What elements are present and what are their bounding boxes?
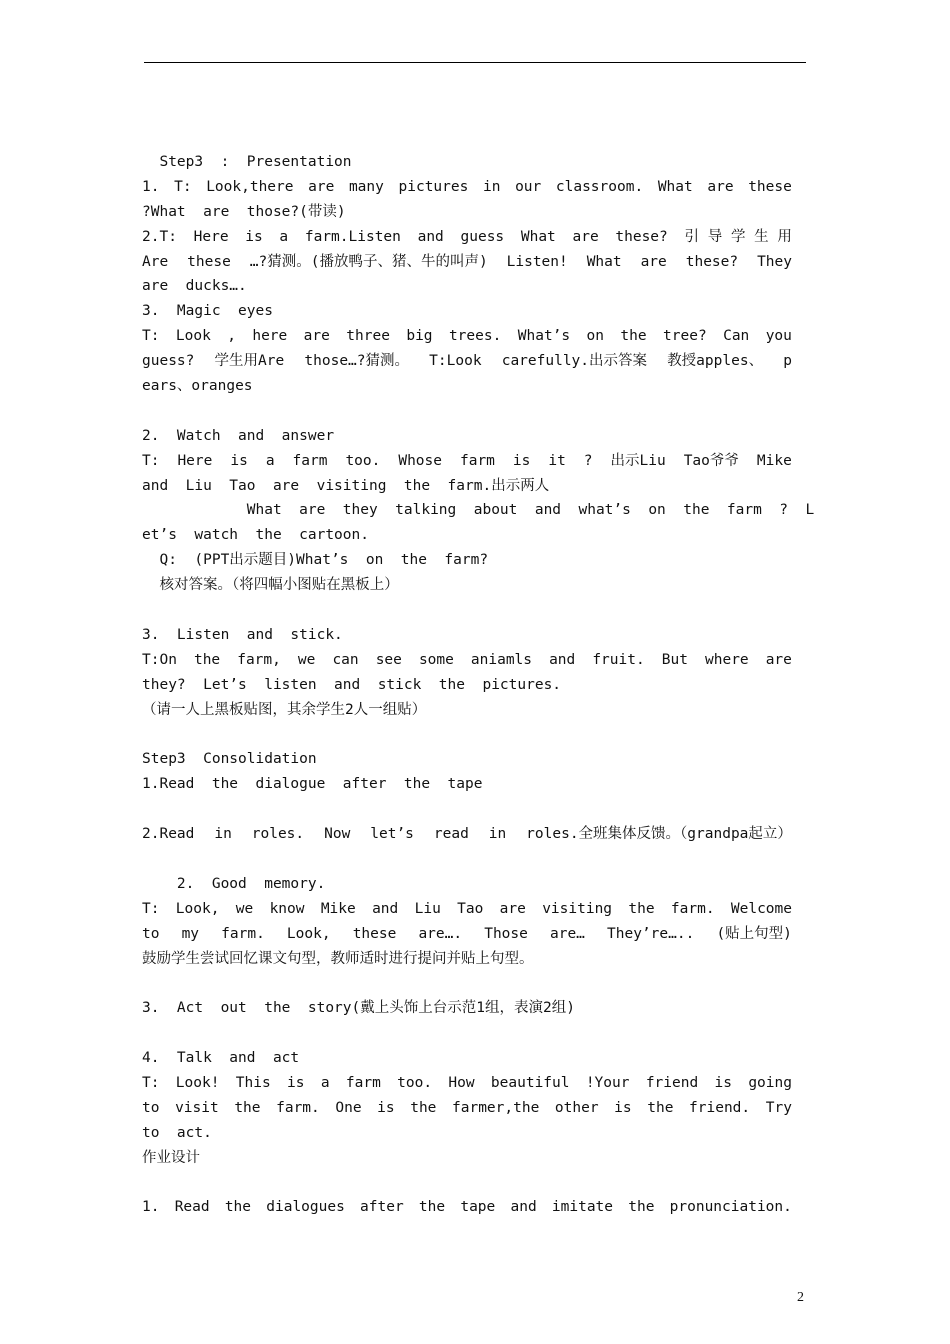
- word: 2.T:: [142, 228, 177, 245]
- word: aniamls: [470, 651, 533, 668]
- word: the: [628, 900, 655, 917]
- word: T:: [142, 452, 160, 469]
- word: T:Look: [429, 353, 482, 370]
- word: Look,: [286, 925, 331, 942]
- word: and: [510, 1199, 537, 1216]
- word: pictures: [398, 178, 469, 195]
- text-line: 作业设计: [142, 1149, 200, 1166]
- text-line: 3. Listen and stick.: [142, 626, 343, 643]
- word: is: [230, 452, 248, 469]
- word: we: [235, 900, 254, 917]
- blank-line: [142, 1021, 792, 1046]
- word: Try: [765, 1099, 792, 1116]
- word: a: [279, 228, 289, 245]
- text-line: [142, 175, 792, 200]
- word: Read: [174, 1199, 210, 1216]
- word: farm.Listen: [304, 228, 401, 245]
- word: 出示Liu: [610, 452, 666, 469]
- word: How: [448, 1074, 475, 1091]
- word: 1.: [142, 178, 160, 195]
- blank-line: [142, 399, 792, 424]
- word: the: [628, 1199, 655, 1216]
- word: roles.全班集体反馈。（grandpa起立）: [526, 826, 792, 843]
- word: Those: [484, 925, 528, 942]
- word: Welcome: [730, 900, 792, 917]
- word: friend: [645, 1074, 699, 1091]
- text-line: （请一人上黑板贴图，其余学生2人一组贴）: [142, 701, 427, 718]
- word: are: [308, 178, 335, 195]
- word: farm: [459, 452, 495, 469]
- word: What: [657, 178, 693, 195]
- blank-line: [142, 722, 792, 747]
- text-line: et’s watch the cartoon.: [142, 527, 369, 544]
- word: 2.Read: [142, 826, 195, 843]
- word: in: [214, 826, 232, 843]
- word: know: [269, 900, 305, 917]
- word: What: [586, 253, 622, 270]
- word: is: [512, 452, 531, 469]
- word: Now: [324, 826, 351, 843]
- blank-line: [142, 797, 792, 822]
- text-line: [142, 250, 792, 275]
- word: imitate: [551, 1199, 614, 1216]
- word: 学生用Are: [214, 353, 285, 370]
- word: One: [335, 1099, 362, 1116]
- blank-line: [142, 1171, 792, 1196]
- blank-line: [142, 598, 792, 623]
- word: are: [640, 253, 667, 270]
- word: and: [417, 228, 444, 245]
- word: these: [748, 178, 792, 195]
- word: these: [187, 253, 231, 270]
- word: the: [234, 1099, 261, 1116]
- text-line: 3. Act out the story(戴上头饰上台示范1组，表演2组): [142, 1000, 575, 1017]
- text-line: [142, 897, 792, 922]
- word: T:: [142, 900, 160, 917]
- word: after: [360, 1199, 404, 1216]
- document-body: [142, 150, 815, 1220]
- word: are….: [418, 925, 463, 942]
- word: is: [287, 1074, 305, 1091]
- word: Tao爷爷: [683, 452, 739, 469]
- word: is: [714, 1074, 732, 1091]
- text-line: [142, 449, 792, 474]
- word: 引 导 学 生 用: [684, 228, 792, 245]
- header-rule: [144, 62, 806, 63]
- word: farm.: [670, 900, 715, 917]
- word: This: [235, 1074, 271, 1091]
- text-line: [142, 922, 792, 947]
- text-line: 1.Read the dialogue after the tape: [142, 776, 483, 793]
- word: a: [265, 452, 275, 469]
- word: too.: [345, 452, 381, 469]
- word: farm: [345, 1074, 381, 1091]
- word: a: [320, 1074, 330, 1091]
- word: too.: [397, 1074, 433, 1091]
- word: farm: [292, 452, 328, 469]
- word: !Your: [585, 1074, 630, 1091]
- word: can: [332, 651, 359, 668]
- word: carefully.出示答案: [501, 353, 648, 370]
- word: is: [245, 228, 263, 245]
- text-line: 鼓励学生尝试回忆课文句型，教师适时进行提问并贴上句型。: [142, 950, 534, 967]
- word: in: [488, 826, 507, 843]
- word: some: [418, 651, 454, 668]
- word: visiting: [542, 900, 613, 917]
- word: Tao: [457, 900, 484, 917]
- text-line: What are they talking about and what’s on the farm ? L: [142, 502, 815, 519]
- word: these?: [685, 253, 739, 270]
- word: Liu: [414, 900, 441, 917]
- word: farm,: [237, 651, 281, 668]
- word: in: [482, 178, 501, 195]
- word: those…?猜测。: [304, 353, 410, 370]
- text-line: [142, 1096, 792, 1121]
- word: friend.: [689, 1099, 751, 1116]
- word: Mike: [756, 452, 792, 469]
- word: you: [765, 328, 792, 345]
- word: visit: [175, 1099, 219, 1116]
- word: Can: [723, 328, 750, 345]
- word: Here: [177, 452, 213, 469]
- word: my: [181, 925, 200, 942]
- text-line: 2. Good memory.: [142, 875, 326, 892]
- word: it: [548, 452, 566, 469]
- word: are…: [549, 925, 585, 942]
- word: Are: [142, 253, 169, 270]
- word: dialogues: [266, 1199, 345, 1216]
- word: the: [193, 651, 221, 668]
- word: roles.: [251, 826, 305, 843]
- word: 1.: [142, 1199, 160, 1216]
- text-line: 核对答案。（将四幅小图贴在黑板上）: [142, 577, 399, 594]
- word: 教授apples、: [667, 353, 764, 370]
- word: Here: [193, 228, 229, 245]
- word: the: [410, 1099, 437, 1116]
- text-line: 2. Watch and answer: [142, 427, 335, 444]
- word: on: [586, 328, 605, 345]
- text-line: ?What are those?(带读): [142, 203, 346, 220]
- text-line: 3. Magic eyes: [142, 303, 273, 320]
- text-line: ears、oranges: [142, 378, 253, 395]
- word: the: [418, 1199, 446, 1216]
- word: here: [252, 328, 288, 345]
- word: to: [142, 925, 160, 942]
- word: and: [549, 651, 576, 668]
- word: trees.: [448, 328, 502, 345]
- word: fruit.: [592, 651, 645, 668]
- word: the: [620, 328, 647, 345]
- text-line: are ducks….: [142, 278, 247, 295]
- word: Listen!: [506, 253, 568, 270]
- page-number: 2: [797, 1290, 804, 1305]
- text-line: [142, 225, 792, 250]
- word: these?: [615, 228, 668, 245]
- word: farm.: [276, 1099, 320, 1116]
- text-line: Step3 : Presentation: [142, 154, 352, 170]
- word: Whose: [398, 452, 442, 469]
- word: and: [372, 900, 399, 917]
- word: They: [757, 253, 792, 270]
- word: let’s: [370, 826, 414, 843]
- word: three: [346, 328, 390, 345]
- word: pronunciation.: [669, 1199, 792, 1216]
- word: Look,: [175, 900, 220, 917]
- word: our: [515, 178, 542, 195]
- word: tree?: [663, 328, 707, 345]
- word: p: [783, 353, 792, 370]
- word: other: [554, 1099, 599, 1116]
- text-line: to act.: [142, 1124, 212, 1141]
- word: are: [572, 228, 599, 245]
- word: we: [297, 651, 316, 668]
- blank-line: [142, 971, 792, 996]
- word: Look,there: [206, 178, 294, 195]
- word: are: [765, 651, 792, 668]
- blank-line: [142, 847, 792, 872]
- word: going: [748, 1074, 792, 1091]
- word: …?猜测。(播放鸭子、猪、牛的叫声): [249, 253, 488, 270]
- word: see: [375, 651, 402, 668]
- word: T:: [142, 328, 160, 345]
- word: read: [433, 826, 469, 843]
- word: are: [499, 900, 526, 917]
- word: beautiful: [490, 1074, 570, 1091]
- word: T:On: [142, 651, 177, 668]
- word: Mike: [320, 900, 356, 917]
- text-line: they? Let’s listen and stick the pictures.: [142, 676, 562, 693]
- word: T:: [142, 1074, 160, 1091]
- word: (贴上句型): [716, 925, 792, 942]
- word: many: [348, 178, 384, 195]
- word: the: [224, 1199, 252, 1216]
- word: What: [520, 228, 556, 245]
- word: where: [705, 651, 749, 668]
- word: What’s: [517, 328, 571, 345]
- word: guess: [460, 228, 505, 245]
- text-line: [142, 648, 792, 673]
- word: tape: [460, 1199, 496, 1216]
- text-line: [142, 324, 792, 349]
- word: these: [352, 925, 397, 942]
- word: are: [707, 178, 734, 195]
- text-line: [142, 349, 792, 374]
- word: Look!: [175, 1074, 220, 1091]
- word: But: [661, 651, 688, 668]
- text-line: [142, 1195, 792, 1220]
- word: are: [303, 328, 330, 345]
- word: classroom.: [555, 178, 644, 195]
- text-line: [142, 1071, 792, 1096]
- text-line: and Liu Tao are visiting the farm.出示两人: [142, 477, 550, 494]
- text-line: 4. Talk and act: [142, 1050, 300, 1067]
- word: the: [647, 1099, 674, 1116]
- word: T:: [174, 178, 192, 195]
- word: farm.: [221, 925, 265, 942]
- word: ,: [227, 328, 236, 345]
- text-line: Step3 Consolidation: [142, 751, 317, 768]
- word: guess?: [142, 353, 195, 370]
- word: to: [142, 1099, 160, 1116]
- text-line: [142, 822, 792, 847]
- word: farmer,the: [452, 1099, 540, 1116]
- text-line: Q: (PPT出示题目)What’s on the farm?: [142, 552, 489, 569]
- word: They’re…..: [607, 925, 695, 942]
- word: ?: [583, 452, 593, 469]
- word: Look: [175, 328, 211, 345]
- word: is: [614, 1099, 632, 1116]
- word: is: [377, 1099, 395, 1116]
- word: big: [406, 328, 433, 345]
